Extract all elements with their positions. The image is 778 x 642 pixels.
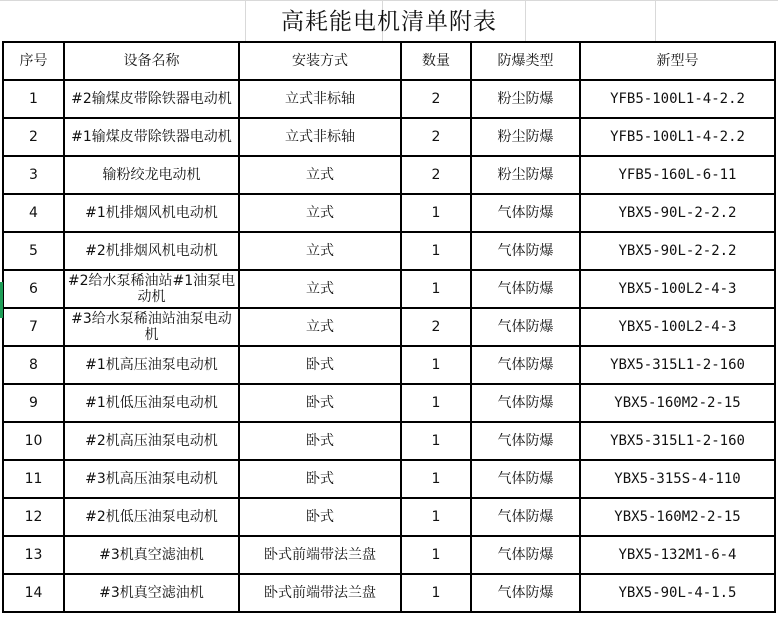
cell-explosion-type[interactable]: 气体防爆 xyxy=(471,422,580,460)
cell-explosion-type[interactable]: 气体防爆 xyxy=(471,232,580,270)
cell-quantity[interactable]: 2 xyxy=(401,308,471,346)
cell-device-name[interactable]: #1机低压油泵电动机 xyxy=(64,384,239,422)
cell-install-method[interactable]: 立式 xyxy=(239,270,401,308)
cell-index[interactable]: 1 xyxy=(3,80,64,118)
cell-device-name[interactable]: #1机高压油泵电动机 xyxy=(64,346,239,384)
cell-new-model[interactable]: YFB5-160L-6-11 xyxy=(580,156,775,194)
table-row xyxy=(3,232,775,270)
motor-list-table xyxy=(2,41,776,613)
table-row xyxy=(3,80,775,118)
cell-quantity[interactable]: 1 xyxy=(401,498,471,536)
cell-index[interactable]: 7 xyxy=(3,308,64,346)
cell-new-model[interactable]: YBX5-90L-2-2.2 xyxy=(580,232,775,270)
cell-device-name[interactable]: #3给水泵稀油站油泵电动机 xyxy=(64,308,239,346)
cell-index[interactable]: 10 xyxy=(3,422,64,460)
cell-device-name[interactable]: #2机高压油泵电动机 xyxy=(64,422,239,460)
cell-new-model[interactable]: YBX5-100L2-4-3 xyxy=(580,270,775,308)
cell-explosion-type[interactable]: 气体防爆 xyxy=(471,574,580,612)
header-cell-device-name[interactable]: 设备名称 xyxy=(64,42,239,80)
cell-quantity[interactable]: 1 xyxy=(401,194,471,232)
cell-explosion-type[interactable]: 粉尘防爆 xyxy=(471,118,580,156)
cell-explosion-type[interactable]: 气体防爆 xyxy=(471,270,580,308)
cell-explosion-type[interactable]: 气体防爆 xyxy=(471,384,580,422)
cell-explosion-type[interactable]: 气体防爆 xyxy=(471,346,580,384)
cell-index[interactable]: 13 xyxy=(3,536,64,574)
cell-device-name[interactable]: #2机低压油泵电动机 xyxy=(64,498,239,536)
cell-index[interactable]: 14 xyxy=(3,574,64,612)
table-row xyxy=(3,536,775,574)
cell-new-model[interactable]: YBX5-90L-2-2.2 xyxy=(580,194,775,232)
cell-quantity[interactable]: 1 xyxy=(401,232,471,270)
cell-install-method[interactable]: 立式 xyxy=(239,308,401,346)
table-row xyxy=(3,270,775,308)
table-row xyxy=(3,574,775,612)
cell-install-method[interactable]: 卧式前端带法兰盘 xyxy=(239,536,401,574)
cell-install-method[interactable]: 卧式 xyxy=(239,384,401,422)
cell-new-model[interactable]: YBX5-160M2-2-15 xyxy=(580,498,775,536)
cell-index[interactable]: 6 xyxy=(3,270,64,308)
cell-install-method[interactable]: 卧式 xyxy=(239,498,401,536)
cell-install-method[interactable]: 立式 xyxy=(239,156,401,194)
cell-new-model[interactable]: YBX5-132M1-6-4 xyxy=(580,536,775,574)
header-row xyxy=(3,42,775,80)
cell-device-name[interactable]: #2输煤皮带除铁器电动机 xyxy=(64,80,239,118)
cell-install-method[interactable]: 立式非标轴 xyxy=(239,80,401,118)
table-row xyxy=(3,346,775,384)
table-row xyxy=(3,156,775,194)
cell-explosion-type[interactable]: 气体防爆 xyxy=(471,536,580,574)
cell-explosion-type[interactable]: 气体防爆 xyxy=(471,308,580,346)
cell-quantity[interactable]: 2 xyxy=(401,156,471,194)
header-cell-quantity[interactable]: 数量 xyxy=(401,42,471,80)
table-row xyxy=(3,384,775,422)
cell-explosion-type[interactable]: 气体防爆 xyxy=(471,194,580,232)
cell-quantity[interactable]: 1 xyxy=(401,384,471,422)
sheet-title: 高耗能电机清单附表 xyxy=(281,9,497,35)
table-row xyxy=(3,498,775,536)
cell-quantity[interactable]: 1 xyxy=(401,422,471,460)
cell-new-model[interactable]: YBX5-315L1-2-160 xyxy=(580,346,775,384)
cell-explosion-type[interactable]: 粉尘防爆 xyxy=(471,80,580,118)
cell-quantity[interactable]: 1 xyxy=(401,346,471,384)
cell-index[interactable]: 12 xyxy=(3,498,64,536)
header-cell-index[interactable]: 序号 xyxy=(3,42,64,80)
cell-install-method[interactable]: 立式 xyxy=(239,194,401,232)
cell-index[interactable]: 8 xyxy=(3,346,64,384)
grid-line xyxy=(0,0,778,1)
cell-quantity[interactable]: 2 xyxy=(401,80,471,118)
row-selection-indicator xyxy=(0,282,3,318)
table-row xyxy=(3,308,775,346)
cell-index[interactable]: 5 xyxy=(3,232,64,270)
cell-device-name[interactable]: #3机高压油泵电动机 xyxy=(64,460,239,498)
cell-index[interactable]: 3 xyxy=(3,156,64,194)
cell-quantity[interactable]: 1 xyxy=(401,536,471,574)
cell-index[interactable]: 9 xyxy=(3,384,64,422)
cell-install-method[interactable]: 立式非标轴 xyxy=(239,118,401,156)
cell-explosion-type[interactable]: 粉尘防爆 xyxy=(471,156,580,194)
cell-device-name[interactable]: #2给水泵稀油站#1油泵电动机 xyxy=(64,270,239,308)
cell-device-name[interactable]: #3机真空滤油机 xyxy=(64,574,239,612)
cell-quantity[interactable]: 1 xyxy=(401,574,471,612)
cell-new-model[interactable]: YBX5-315S-4-110 xyxy=(580,460,775,498)
table-row xyxy=(3,194,775,232)
cell-new-model[interactable]: YBX5-100L2-4-3 xyxy=(580,308,775,346)
cell-device-name[interactable]: 输粉绞龙电动机 xyxy=(64,156,239,194)
cell-device-name[interactable]: #2机排烟风机电动机 xyxy=(64,232,239,270)
cell-index[interactable]: 2 xyxy=(3,118,64,156)
cell-quantity[interactable]: 1 xyxy=(401,460,471,498)
cell-install-method[interactable]: 卧式 xyxy=(239,422,401,460)
table-row xyxy=(3,422,775,460)
header-cell-explosion-type[interactable]: 防爆类型 xyxy=(471,42,580,80)
cell-install-method[interactable]: 卧式前端带法兰盘 xyxy=(239,574,401,612)
cell-index[interactable]: 4 xyxy=(3,194,64,232)
cell-device-name[interactable]: #3机真空滤油机 xyxy=(64,536,239,574)
cell-quantity[interactable]: 1 xyxy=(401,270,471,308)
cell-new-model[interactable]: YFB5-100L1-4-2.2 xyxy=(580,118,775,156)
table-row xyxy=(3,118,775,156)
cell-quantity[interactable]: 2 xyxy=(401,118,471,156)
cell-index[interactable]: 11 xyxy=(3,460,64,498)
cell-new-model[interactable]: YBX5-90L-4-1.5 xyxy=(580,574,775,612)
cell-new-model[interactable]: YBX5-315L1-2-160 xyxy=(580,422,775,460)
cell-device-name[interactable]: #1输煤皮带除铁器电动机 xyxy=(64,118,239,156)
cell-install-method[interactable]: 立式 xyxy=(239,232,401,270)
cell-explosion-type[interactable]: 气体防爆 xyxy=(471,498,580,536)
cell-new-model[interactable]: YFB5-100L1-4-2.2 xyxy=(580,80,775,118)
cell-explosion-type[interactable]: 气体防爆 xyxy=(471,460,580,498)
cell-install-method[interactable]: 卧式 xyxy=(239,346,401,384)
header-cell-install-method[interactable]: 安装方式 xyxy=(239,42,401,80)
cell-device-name[interactable]: #1机排烟风机电动机 xyxy=(64,194,239,232)
cell-install-method[interactable]: 卧式 xyxy=(239,460,401,498)
table-row xyxy=(3,460,775,498)
cell-new-model[interactable]: YBX5-160M2-2-15 xyxy=(580,384,775,422)
header-cell-new-model[interactable]: 新型号 xyxy=(580,42,775,80)
